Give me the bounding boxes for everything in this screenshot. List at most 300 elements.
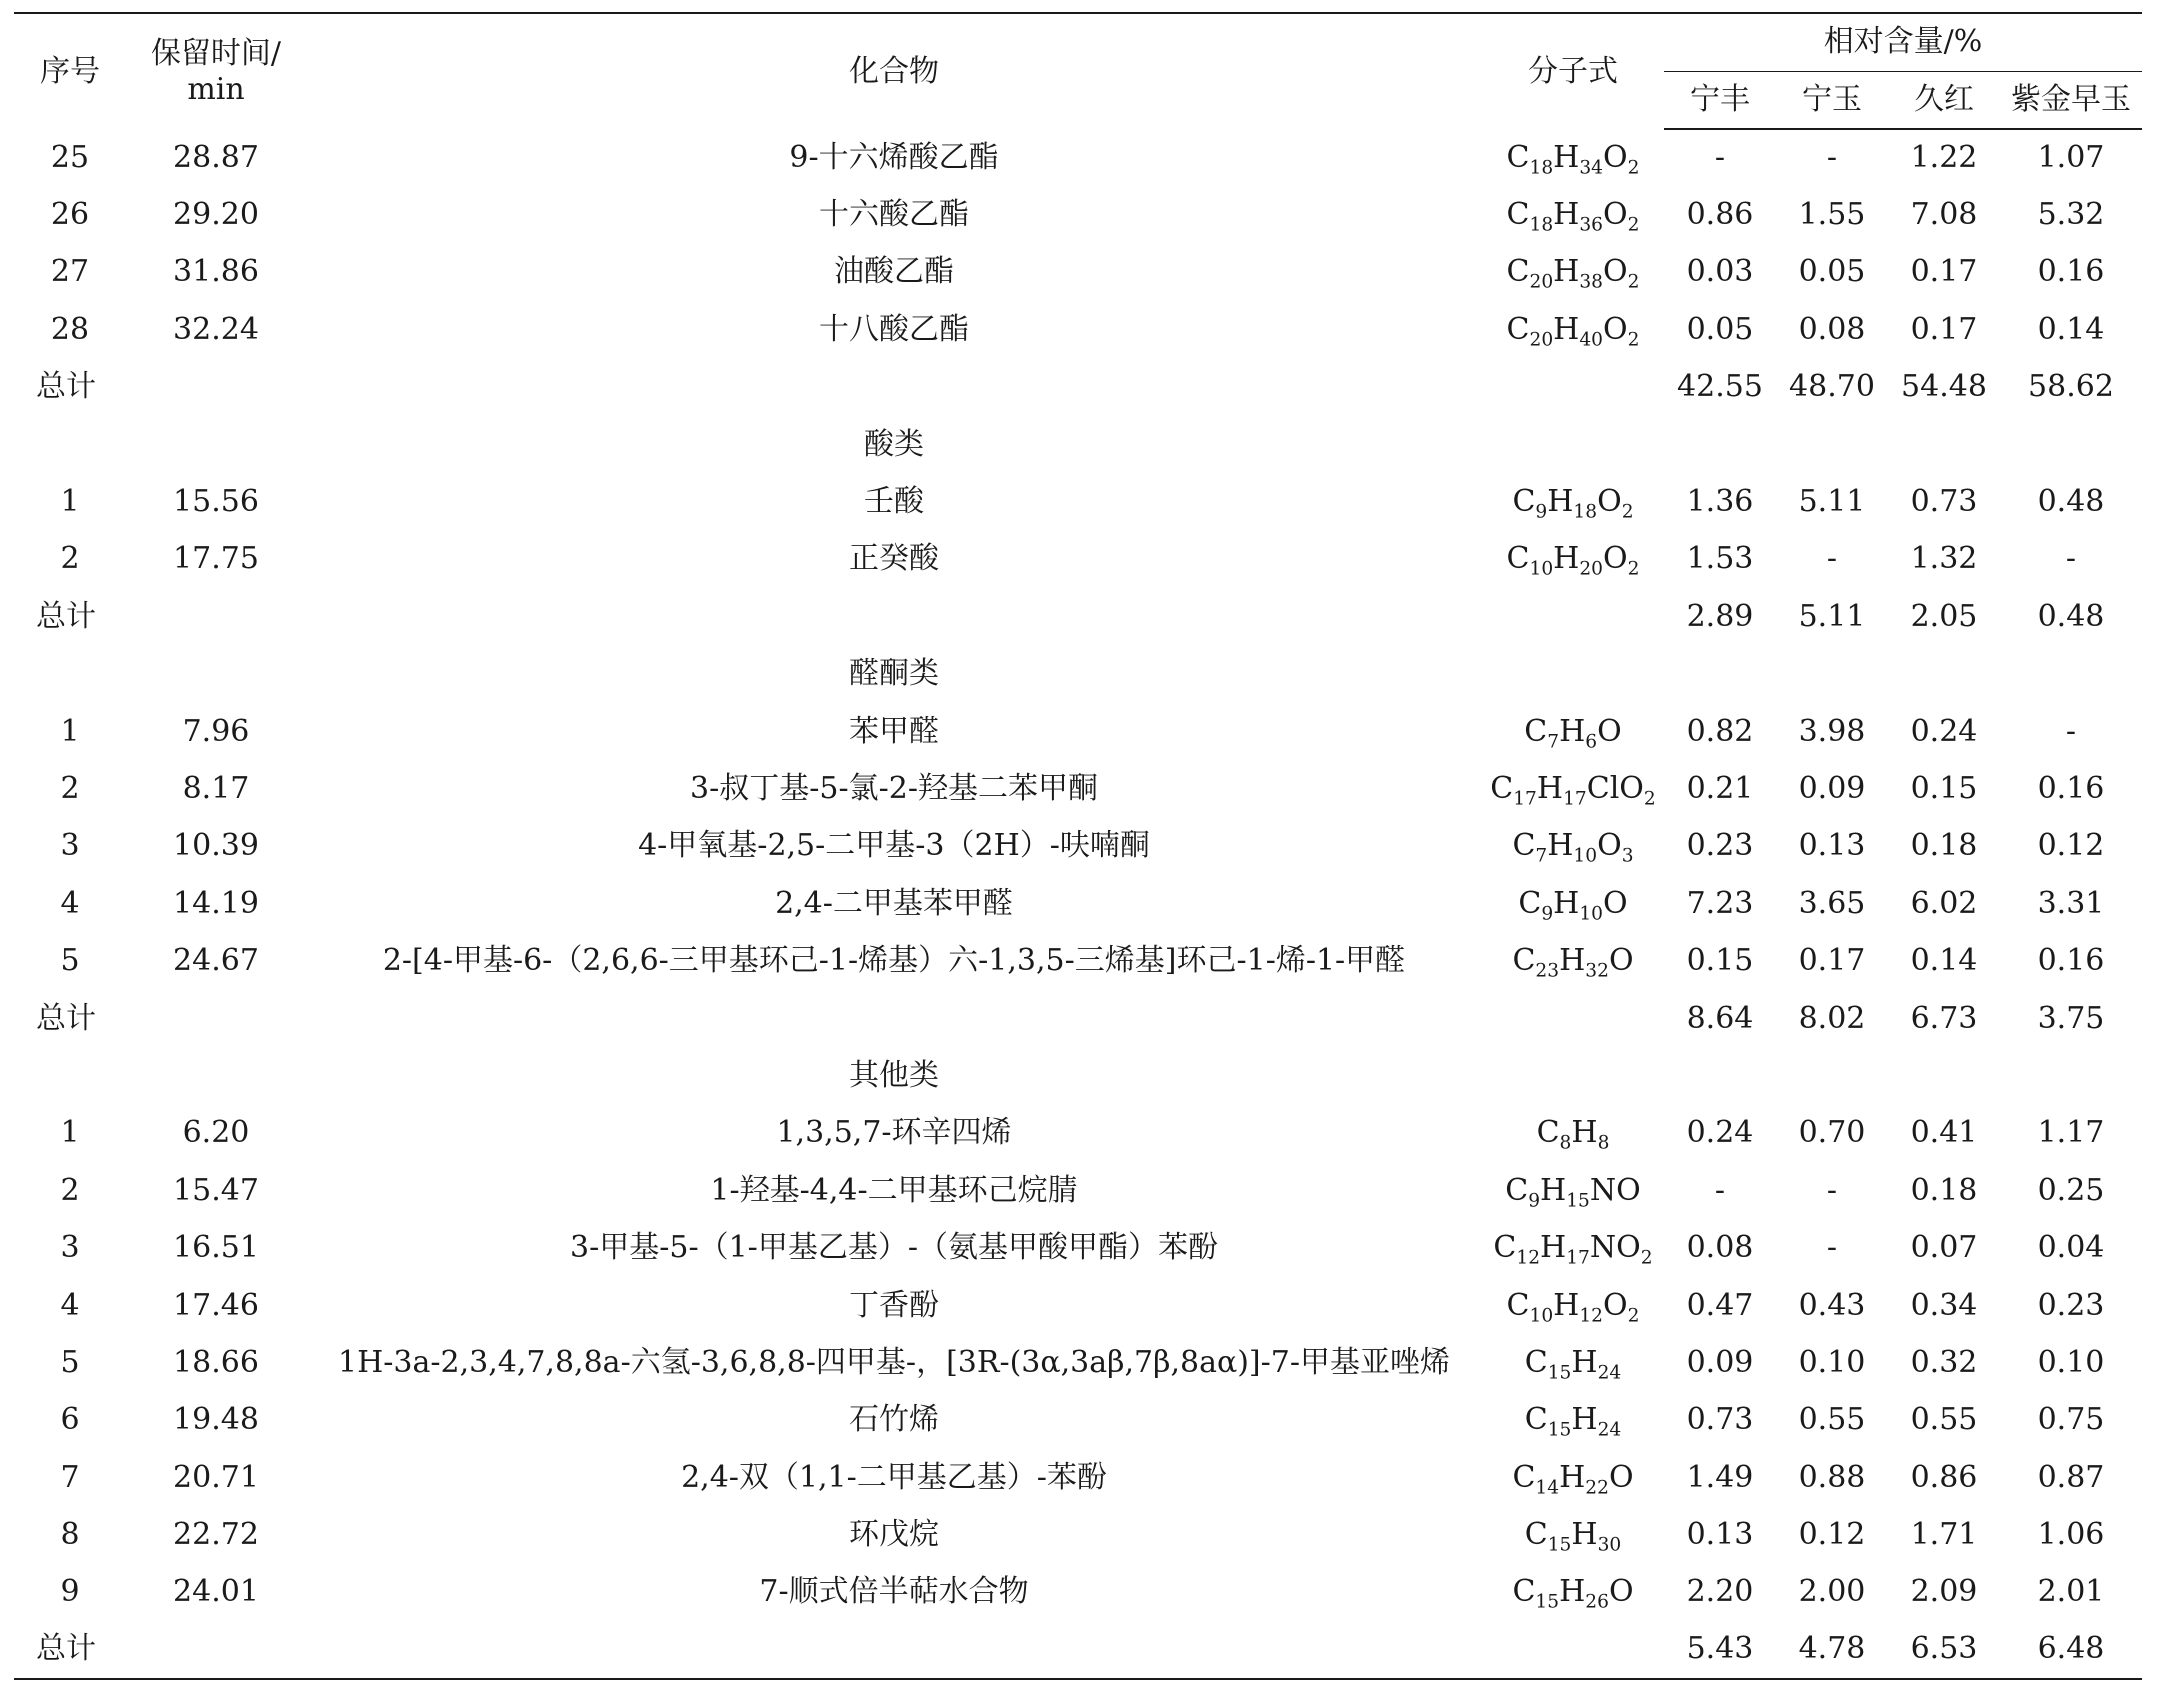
- table-row: [14, 760, 2142, 817]
- formula-subscript: 32: [1585, 960, 1609, 982]
- row-formula: [1482, 1392, 1664, 1449]
- header-rt-line1: 保留时间/: [150, 35, 282, 71]
- table-row: [14, 932, 2142, 989]
- empty-cell: [306, 1621, 1482, 1678]
- row-index: 4: [60, 1287, 80, 1323]
- row-value: 0.17: [1910, 311, 1978, 347]
- table-row: [14, 531, 2142, 588]
- formula-element: O: [1603, 254, 1628, 290]
- row-compound: 苯甲醛: [849, 713, 939, 749]
- row-value: 1.07: [2037, 140, 2105, 176]
- formula-element: O: [1597, 484, 1622, 520]
- formula-subscript: 17: [1513, 788, 1537, 810]
- formula-subscript: 12: [1579, 1305, 1604, 1326]
- row-retention-time: 32.24: [173, 311, 259, 347]
- row-value: 0.73: [1910, 484, 1978, 520]
- formula-element: H: [1559, 1459, 1586, 1495]
- row-value: -: [1826, 1230, 1838, 1266]
- row-retention-time: 7.96: [182, 713, 250, 749]
- empty-cell: [126, 1621, 306, 1678]
- formula-element: C: [1490, 770, 1514, 806]
- formula-subscript: 2: [1627, 558, 1640, 580]
- row-value: 0.08: [1686, 1230, 1754, 1266]
- row-compound: 1,3,5,7-环辛四烯: [776, 1115, 1012, 1151]
- formula-subscript: 15: [1547, 1362, 1572, 1384]
- formula-subscript: 10: [1573, 845, 1598, 867]
- row-index: 2: [60, 541, 80, 577]
- formula-element: O: [1603, 197, 1628, 233]
- formula-subscript: 24: [1597, 1362, 1622, 1384]
- row-formula: [1482, 186, 1664, 243]
- formula-subscript: 10: [1529, 558, 1554, 580]
- formula-element: H: [1553, 139, 1580, 175]
- row-value: 0.70: [1798, 1115, 1866, 1151]
- formula-subscript: 7: [1547, 731, 1560, 753]
- row-value: 0.12: [2037, 828, 2105, 864]
- row-value: 0.09: [1686, 1344, 1754, 1380]
- total-label: 总计: [36, 598, 96, 634]
- row-compound: 1H-3a-2,3,4,7,8,8a-六氢-3,6,8,8-四甲基-，[3R-(3α,3aβ,7β,8aα)]-7-甲基亚唑烯: [337, 1344, 1450, 1380]
- table-row: [14, 1564, 2142, 1621]
- total-value: 8.02: [1798, 1000, 1866, 1036]
- table-row: [14, 244, 2142, 301]
- row-value: -: [1714, 140, 1726, 176]
- row-value: 0.24: [1910, 713, 1978, 749]
- table-body: [14, 129, 2142, 1679]
- formula-element: O: [1597, 713, 1622, 749]
- row-value: 5.32: [2037, 197, 2105, 233]
- row-value: 1.32: [1910, 541, 1978, 577]
- formula-element: O: [1597, 828, 1622, 864]
- formula-subscript: 9: [1535, 501, 1548, 523]
- empty-cell: [126, 588, 306, 645]
- formula-element: H: [1559, 713, 1586, 749]
- header-variety: 紫金早玉: [2000, 71, 2142, 129]
- row-value: 2.00: [1798, 1574, 1866, 1610]
- table-row: [14, 1506, 2142, 1563]
- total-row: [14, 1621, 2142, 1678]
- formula-element: C: [1506, 1287, 1530, 1323]
- row-compound: 2,4-双（1,1-二甲基乙基）-苯酚: [681, 1459, 1107, 1495]
- table-row: [14, 703, 2142, 760]
- header-relative-content: 相对含量/%: [1664, 13, 2142, 71]
- row-value: 0.86: [1910, 1459, 1978, 1495]
- row-formula: [1482, 1334, 1664, 1391]
- row-index: 1: [60, 484, 80, 520]
- table-row: [14, 186, 2142, 243]
- row-value: 2.20: [1686, 1574, 1754, 1610]
- formula-subscript: 15: [1566, 1190, 1590, 1212]
- row-compound: 丁香酚: [849, 1287, 939, 1323]
- total-value: 2.05: [1910, 598, 1978, 634]
- row-value: 0.21: [1686, 770, 1754, 806]
- formula-subscript: 20: [1529, 329, 1554, 351]
- formula-element: C: [1524, 1344, 1548, 1380]
- row-compound: 环戊烷: [849, 1517, 939, 1553]
- row-retention-time: 17.75: [173, 541, 259, 577]
- row-compound: 2-[4-甲基-6-（2,6,6-三甲基环己-1-烯基）六-1,3,5-三烯基]环己-1-烯-1-甲醛: [382, 943, 1406, 979]
- row-index: 8: [60, 1517, 80, 1553]
- row-retention-time: 24.67: [173, 943, 259, 979]
- header-variety: 宁玉: [1776, 71, 1888, 129]
- row-compound: 7-顺式倍半萜水合物: [759, 1574, 1029, 1610]
- row-value: 0.24: [1686, 1115, 1754, 1151]
- formula-element: H: [1553, 197, 1580, 233]
- row-index: 28: [50, 311, 90, 347]
- formula-subscript: 30: [1597, 1534, 1622, 1556]
- row-value: 0.82: [1686, 713, 1754, 749]
- formula-subscript: 2: [1627, 1305, 1640, 1326]
- row-value: 0.12: [1798, 1517, 1866, 1553]
- table-row: [14, 818, 2142, 875]
- formula-element: C: [1524, 1402, 1548, 1438]
- formula-subscript: 2: [1627, 271, 1640, 293]
- empty-cell: [2000, 416, 2142, 473]
- row-index: 6: [60, 1402, 80, 1438]
- formula-element: O: [1603, 541, 1628, 577]
- formula-subscript: 2: [1643, 788, 1656, 810]
- empty-cell: [14, 416, 126, 473]
- table-row: [14, 875, 2142, 932]
- header-formula: 分子式: [1482, 13, 1664, 129]
- formula-element: NO: [1589, 1230, 1641, 1266]
- row-value: 0.32: [1910, 1344, 1978, 1380]
- formula-element: ClO: [1586, 770, 1644, 806]
- row-value: 0.43: [1798, 1287, 1866, 1323]
- row-index: 9: [60, 1574, 80, 1610]
- formula-element: H: [1553, 311, 1580, 347]
- row-value: 2.01: [2037, 1574, 2105, 1610]
- empty-cell: [1776, 1047, 1888, 1104]
- formula-subscript: 10: [1529, 1305, 1554, 1326]
- row-compound: 1-羟基-4,4-二甲基环己烷腈: [710, 1172, 1078, 1208]
- formula-element: C: [1506, 139, 1530, 175]
- row-retention-time: 15.47: [173, 1172, 259, 1208]
- row-index: 7: [60, 1459, 80, 1495]
- formula-subscript: 18: [1529, 157, 1554, 179]
- formula-element: H: [1536, 770, 1564, 806]
- row-compound: 石竹烯: [849, 1402, 939, 1438]
- row-formula: [1482, 301, 1664, 358]
- compound-table: [14, 12, 2142, 1680]
- total-value: 6.73: [1910, 1000, 1978, 1036]
- formula-subscript: 38: [1579, 271, 1604, 293]
- row-value: 2.09: [1910, 1574, 1978, 1610]
- row-formula: [1482, 1105, 1664, 1162]
- header-variety: 宁丰: [1664, 71, 1776, 129]
- row-value: 1.49: [1686, 1459, 1754, 1495]
- row-value: 0.41: [1910, 1115, 1978, 1151]
- formula-element: H: [1540, 1172, 1567, 1208]
- row-value: 0.03: [1686, 254, 1754, 290]
- formula-subscript: 2: [1640, 1247, 1653, 1269]
- empty-cell: [1776, 416, 1888, 473]
- row-value: 0.16: [2037, 770, 2105, 806]
- formula-element: H: [1540, 1230, 1567, 1266]
- formula-element: C: [1493, 1230, 1517, 1266]
- row-value: -: [1826, 1172, 1838, 1208]
- formula-subscript: 17: [1566, 1247, 1590, 1269]
- row-formula: [1482, 1449, 1664, 1506]
- row-index: 5: [60, 943, 80, 979]
- total-value: 48.70: [1789, 369, 1875, 405]
- row-value: 6.02: [1910, 885, 1978, 921]
- category-row: [14, 416, 2142, 473]
- row-formula: [1482, 1564, 1664, 1621]
- formula-element: H: [1547, 484, 1574, 520]
- total-row: [14, 359, 2142, 416]
- formula-element: H: [1553, 541, 1580, 577]
- row-value: -: [1826, 140, 1838, 176]
- row-index: 4: [60, 885, 80, 921]
- row-value: 0.05: [1798, 254, 1866, 290]
- row-value: 0.16: [2037, 254, 2105, 290]
- formula-element: H: [1571, 1344, 1598, 1380]
- row-retention-time: 24.01: [173, 1574, 259, 1610]
- row-value: 3.65: [1798, 885, 1866, 921]
- row-value: 0.17: [1910, 254, 1978, 290]
- formula-element: C: [1512, 1574, 1536, 1610]
- row-value: 0.16: [2037, 943, 2105, 979]
- row-value: 1.22: [1910, 140, 1978, 176]
- empty-cell: [1776, 646, 1888, 703]
- row-compound: 壬酸: [864, 484, 924, 520]
- formula-subscript: 22: [1585, 1477, 1609, 1499]
- empty-cell: [14, 1047, 126, 1104]
- formula-element: NO: [1589, 1172, 1641, 1208]
- empty-cell: [1664, 646, 1776, 703]
- header-compound: 化合物: [306, 13, 1482, 129]
- empty-cell: [1888, 646, 2000, 703]
- empty-cell: [2000, 646, 2142, 703]
- row-value: -: [2065, 713, 2077, 749]
- row-value: 0.17: [1798, 943, 1866, 979]
- formula-subscript: 24: [1597, 1419, 1622, 1441]
- row-retention-time: 15.56: [173, 484, 259, 520]
- row-value: -: [1714, 1172, 1726, 1208]
- empty-cell: [1888, 1047, 2000, 1104]
- empty-cell: [1482, 588, 1664, 645]
- total-value: 3.75: [2037, 1000, 2105, 1036]
- formula-element: O: [1608, 1574, 1634, 1610]
- formula-element: H: [1553, 254, 1580, 290]
- row-value: 1.17: [2037, 1115, 2105, 1151]
- formula-subscript: 26: [1585, 1591, 1609, 1613]
- row-compound: 4-甲氧基-2,5-二甲基-3（2H）-呋喃酮: [638, 828, 1150, 864]
- row-value: 0.55: [1798, 1402, 1866, 1438]
- row-index: 26: [50, 197, 90, 233]
- row-index: 5: [60, 1344, 80, 1380]
- formula-element: C: [1506, 197, 1530, 233]
- row-value: 0.14: [2037, 311, 2105, 347]
- row-value: 0.05: [1686, 311, 1754, 347]
- formula-element: H: [1547, 828, 1574, 864]
- formula-subscript: 36: [1579, 214, 1604, 236]
- total-value: 5.11: [1798, 598, 1866, 634]
- row-value: 0.75: [2037, 1402, 2105, 1438]
- formula-subscript: 23: [1535, 960, 1560, 982]
- formula-subscript: 15: [1535, 1591, 1560, 1613]
- row-formula: [1482, 932, 1664, 989]
- row-retention-time: 10.39: [173, 828, 259, 864]
- formula-element: H: [1571, 1517, 1598, 1553]
- row-compound: 十六酸乙酯: [819, 197, 969, 233]
- formula-element: O: [1603, 139, 1628, 175]
- row-formula: [1482, 473, 1664, 530]
- table-row: [14, 129, 2142, 186]
- row-value: 0.34: [1910, 1287, 1978, 1323]
- row-value: 0.87: [2037, 1459, 2105, 1495]
- row-value: 1.71: [1910, 1517, 1978, 1553]
- total-value: 54.48: [1901, 369, 1987, 405]
- total-value: 5.43: [1664, 1621, 1776, 1678]
- row-value: 3.31: [2037, 885, 2105, 921]
- row-formula: [1482, 1506, 1664, 1563]
- formula-element: C: [1524, 713, 1548, 749]
- table-row: [14, 1277, 2142, 1334]
- row-compound: 2,4-二甲基苯甲醛: [775, 885, 1013, 921]
- row-value: 5.11: [1798, 484, 1866, 520]
- total-value: 6.53: [1888, 1621, 2000, 1678]
- formula-subscript: 2: [1621, 501, 1634, 523]
- row-index: 3: [60, 1230, 80, 1266]
- row-index: 25: [50, 139, 90, 175]
- formula-element: C: [1512, 828, 1536, 864]
- total-value: 58.62: [2028, 369, 2114, 405]
- formula-element: C: [1506, 541, 1530, 577]
- row-value: 1.53: [1686, 541, 1754, 577]
- formula-subscript: 2: [1627, 329, 1640, 351]
- row-value: 0.15: [1686, 943, 1754, 979]
- row-value: 0.13: [1686, 1517, 1754, 1553]
- header-rt-line2: min: [187, 71, 245, 107]
- empty-cell: [306, 990, 1482, 1047]
- empty-cell: [2000, 1047, 2142, 1104]
- row-value: 0.86: [1686, 197, 1754, 233]
- row-index: 27: [50, 254, 90, 290]
- formula-subscript: 8: [1597, 1132, 1610, 1154]
- formula-subscript: 6: [1585, 731, 1598, 753]
- empty-cell: [1664, 1047, 1776, 1104]
- row-value: 0.25: [2037, 1172, 2105, 1208]
- formula-element: O: [1603, 1287, 1628, 1323]
- row-retention-time: 14.19: [173, 885, 259, 921]
- table-row: [14, 473, 2142, 530]
- empty-cell: [1888, 416, 2000, 473]
- row-value: 3.98: [1798, 713, 1866, 749]
- total-value: 42.55: [1677, 369, 1763, 405]
- total-value: 2.89: [1686, 598, 1754, 634]
- total-row: [14, 990, 2142, 1047]
- row-index: 1: [60, 1115, 80, 1151]
- empty-cell: [126, 646, 306, 703]
- row-compound: 油酸乙酯: [834, 254, 954, 290]
- total-label: 总计: [14, 1621, 126, 1678]
- formula-subscript: 34: [1579, 157, 1604, 179]
- formula-subscript: 20: [1579, 558, 1604, 580]
- formula-element: C: [1524, 1517, 1548, 1553]
- row-compound: 十八酸乙酯: [819, 311, 969, 347]
- formula-element: C: [1512, 1459, 1536, 1495]
- row-index: 2: [60, 770, 80, 806]
- row-formula: [1482, 1277, 1664, 1334]
- formula-element: C: [1512, 484, 1536, 520]
- row-formula: [1482, 818, 1664, 875]
- table-row: [14, 1449, 2142, 1506]
- row-retention-time: 18.66: [173, 1344, 259, 1380]
- formula-element: C: [1512, 943, 1536, 979]
- total-value: 4.78: [1776, 1621, 1888, 1678]
- formula-element: C: [1536, 1115, 1560, 1151]
- total-row: [14, 588, 2142, 645]
- row-value: -: [2065, 541, 2077, 577]
- empty-cell: [126, 416, 306, 473]
- row-retention-time: 17.46: [173, 1287, 259, 1323]
- row-value: 0.88: [1798, 1459, 1866, 1495]
- formula-element: H: [1559, 943, 1586, 979]
- total-label: 总计: [36, 1000, 96, 1036]
- formula-subscript: 2: [1627, 214, 1640, 236]
- formula-subscript: 18: [1573, 501, 1598, 523]
- empty-cell: [1482, 1047, 1664, 1104]
- row-value: 0.47: [1686, 1287, 1754, 1323]
- row-value: -: [1826, 541, 1838, 577]
- row-compound: 3-甲基-5-（1-甲基乙基）-（氨基甲酸甲酯）苯酚: [570, 1230, 1218, 1266]
- row-value: 0.10: [2037, 1344, 2105, 1380]
- row-retention-time: 8.17: [182, 770, 250, 806]
- formula-subscript: 8: [1559, 1132, 1572, 1154]
- formula-subscript: 15: [1547, 1419, 1572, 1441]
- formula-element: H: [1559, 1574, 1586, 1610]
- formula-element: C: [1506, 311, 1530, 347]
- row-value: 0.04: [2037, 1230, 2105, 1266]
- header-variety: 久红: [1888, 71, 2000, 129]
- row-value: 1.55: [1798, 197, 1866, 233]
- row-value: 0.09: [1798, 770, 1866, 806]
- category-row: [14, 1047, 2142, 1104]
- row-value: 0.18: [1910, 1172, 1978, 1208]
- formula-subscript: 2: [1627, 157, 1640, 179]
- formula-element: H: [1553, 1287, 1580, 1323]
- formula-subscript: 9: [1528, 1190, 1541, 1212]
- formula-element: O: [1608, 943, 1634, 979]
- empty-cell: [306, 359, 1482, 416]
- row-value: 0.10: [1798, 1344, 1866, 1380]
- formula-element: H: [1571, 1402, 1598, 1438]
- empty-cell: [126, 1047, 306, 1104]
- row-retention-time: 31.86: [173, 254, 259, 290]
- formula-subscript: 7: [1535, 845, 1548, 867]
- row-value: 1.36: [1686, 484, 1754, 520]
- row-index: 2: [60, 1172, 80, 1208]
- table-row: [14, 1334, 2142, 1391]
- empty-cell: [1664, 416, 1776, 473]
- row-value: 7.08: [1910, 197, 1978, 233]
- row-value: 0.23: [1686, 828, 1754, 864]
- header-index: 序号: [14, 13, 126, 129]
- formula-subscript: 10: [1579, 903, 1604, 925]
- formula-element: C: [1518, 885, 1542, 921]
- row-value: 0.15: [1910, 770, 1978, 806]
- row-index: 3: [60, 828, 80, 864]
- formula-element: H: [1571, 1115, 1598, 1151]
- total-value: 0.48: [2037, 598, 2105, 634]
- row-compound: 3-叔丁基-5-氯-2-羟基二苯甲酮: [690, 770, 1098, 806]
- row-value: 0.13: [1798, 828, 1866, 864]
- empty-cell: [306, 588, 1482, 645]
- row-formula: [1482, 129, 1664, 186]
- formula-subscript: 12: [1516, 1247, 1541, 1269]
